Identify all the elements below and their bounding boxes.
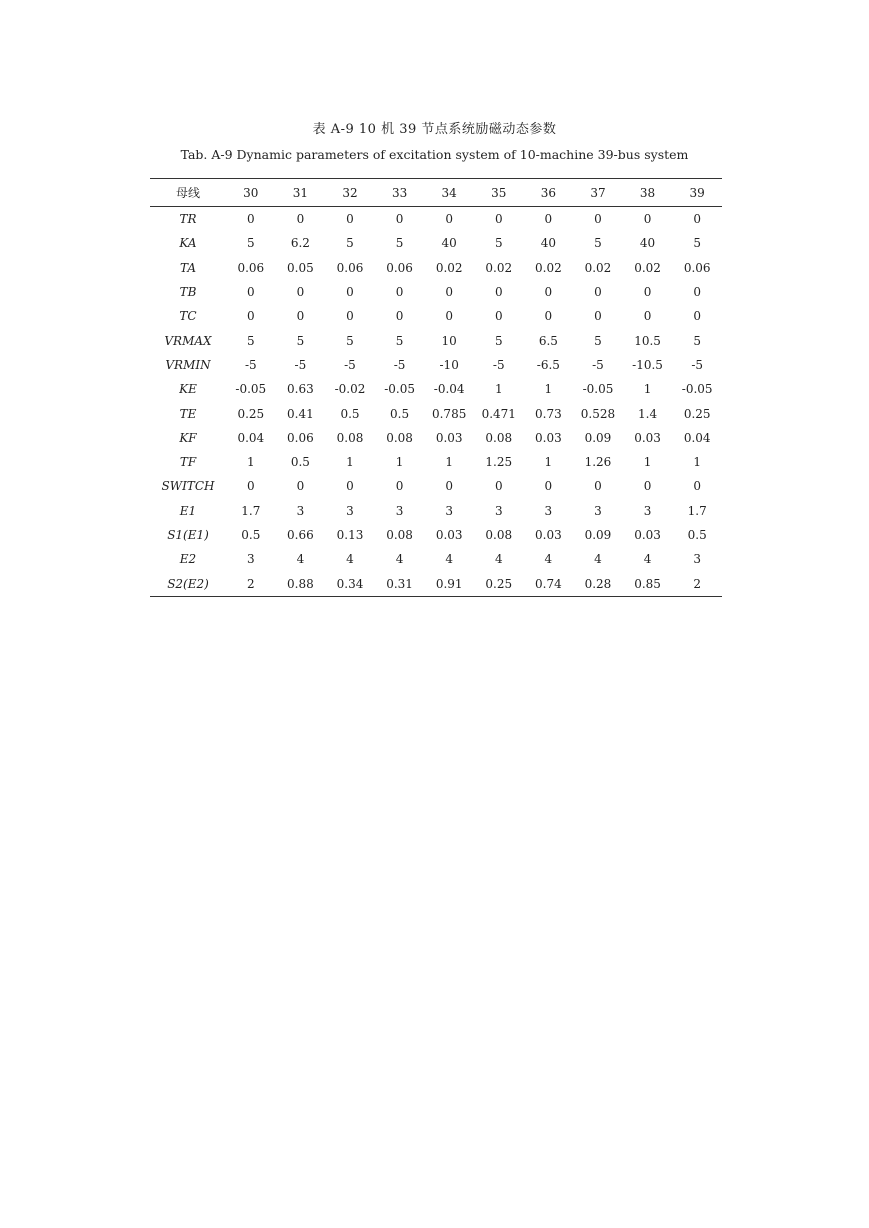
parameter-value: -10 [439, 357, 459, 372]
parameter-value: 5 [693, 236, 701, 251]
parameter-value: 0.09 [584, 430, 612, 445]
parameter-value: 4 [544, 552, 553, 567]
parameter-value: 5 [346, 333, 354, 348]
parameter-name: S2(E2) [167, 576, 209, 591]
parameter-value: 0 [296, 285, 305, 300]
parameter-value: -0.04 [433, 382, 465, 397]
parameter-value: 40 [540, 236, 556, 251]
parameter-value: 3 [445, 503, 453, 518]
parameter-name: SWITCH [161, 479, 215, 494]
parameter-name: S1(E1) [167, 528, 209, 542]
parameter-name: TB [179, 285, 197, 300]
parameter-value: 5 [296, 333, 305, 348]
parameter-value: 0 [246, 479, 255, 494]
parameter-name: TE [179, 406, 197, 421]
parameter-value: 0.06 [237, 260, 265, 275]
parameter-value: 2 [693, 576, 701, 591]
parameter-value: 0.03 [535, 528, 562, 542]
parameter-value: 1 [544, 382, 553, 397]
parameter-value: 0.02 [584, 260, 612, 275]
parameter-value: 0.88 [287, 576, 314, 591]
parameter-value: 0.31 [386, 576, 413, 591]
table-row [150, 304, 722, 328]
table-row [150, 280, 722, 304]
parameter-value: 0 [395, 309, 404, 324]
parameter-value: 3 [296, 503, 305, 518]
table-row [150, 231, 722, 255]
parameter-value: 0 [494, 212, 503, 227]
parameter-value: 5 [246, 236, 255, 251]
parameter-value: 0 [445, 479, 453, 494]
table-row [150, 426, 722, 450]
parameter-value: 5 [594, 333, 602, 348]
parameter-value: 0.08 [386, 430, 413, 445]
parameter-value: 0.25 [683, 406, 711, 421]
parameter-name: TF [179, 455, 197, 470]
header-bus-31: 31 [292, 185, 309, 200]
parameter-name: TA [179, 260, 196, 275]
parameter-value: -5 [294, 357, 307, 372]
parameter-value: 1.7 [687, 503, 707, 518]
table-row [150, 499, 722, 523]
parameter-value: 0.02 [485, 260, 513, 275]
parameter-value: 10 [441, 333, 457, 348]
parameter-value: 40 [639, 236, 656, 251]
parameter-value: 1 [494, 382, 503, 397]
table-row [150, 207, 722, 232]
parameter-value: 3 [246, 552, 255, 567]
parameter-value: 1 [346, 455, 354, 470]
parameter-value: 0 [544, 285, 553, 300]
parameter-value: 0.5 [687, 528, 707, 542]
parameter-value: 5 [494, 333, 503, 348]
parameter-value: 0.74 [535, 576, 562, 591]
header-bus-32: 32 [342, 185, 358, 200]
parameter-value: 0 [445, 309, 453, 324]
parameter-value: 0.528 [580, 406, 616, 421]
parameter-value: 0.5 [290, 455, 310, 470]
parameter-value: 0.05 [287, 260, 314, 275]
parameter-value: -5 [492, 357, 505, 372]
parameter-value: 0 [395, 479, 404, 494]
parameter-value: 5 [395, 333, 404, 348]
parameter-value: 0 [544, 479, 553, 494]
parameter-value: 0 [643, 285, 652, 300]
parameter-value: 1 [693, 455, 701, 470]
parameter-value: 0 [643, 479, 652, 494]
parameter-value: 0 [246, 309, 255, 324]
parameter-value: -5 [691, 357, 704, 372]
parameter-value: -0.05 [384, 382, 415, 397]
parameter-value: 0 [246, 212, 255, 227]
parameter-value: 5 [246, 333, 255, 348]
parameter-value: 0.03 [634, 430, 661, 445]
parameter-value: 2 [246, 576, 255, 591]
parameter-value: 5 [693, 333, 701, 348]
parameter-value: 0.85 [634, 576, 661, 591]
table-row [150, 523, 722, 547]
header-bus-34: 34 [441, 185, 457, 200]
table-caption-english: Tab. A-9 Dynamic parameters of excitation system of 10-machine 39-bus system [180, 147, 689, 162]
parameter-value: 0.06 [386, 260, 413, 275]
parameter-value: 0 [544, 212, 553, 227]
table-row [150, 377, 722, 401]
parameter-value: 0 [643, 309, 652, 324]
parameter-value: 3 [643, 503, 652, 518]
parameter-value: 0 [594, 212, 602, 227]
parameter-value: 0.34 [336, 576, 364, 591]
parameter-value: 0.471 [481, 406, 516, 421]
parameter-value: 0 [544, 309, 553, 324]
parameter-value: 4 [643, 552, 652, 567]
parameter-value: 0 [296, 479, 305, 494]
header-bus-39: 39 [689, 185, 705, 200]
parameter-value: 3 [395, 503, 404, 518]
parameter-value: 0 [445, 285, 453, 300]
parameter-value: 0 [494, 309, 503, 324]
parameter-value: 0.785 [431, 406, 467, 421]
header-bus-30: 30 [243, 185, 259, 200]
parameter-value: 4 [445, 552, 453, 567]
parameter-value: 0.73 [535, 406, 562, 421]
parameter-value: 3 [594, 503, 602, 518]
parameter-value: 4 [346, 552, 354, 567]
parameter-value: -5 [592, 357, 604, 372]
parameter-value: 0.91 [435, 576, 463, 591]
parameter-value: 1 [246, 455, 255, 470]
parameter-value: 0 [395, 212, 404, 227]
parameter-value: 0 [594, 309, 602, 324]
parameter-value: 0 [296, 212, 305, 227]
parameter-value: 0 [494, 479, 503, 494]
parameter-value: 1 [445, 455, 453, 470]
parameter-value: 0.66 [287, 528, 314, 542]
parameter-value: -5 [393, 357, 406, 372]
parameter-value: 0 [346, 285, 354, 300]
table-caption-chinese: 表 A-9 10 机 39 节点系统励磁动态参数 [312, 122, 557, 137]
parameter-name: KA [179, 236, 197, 251]
parameter-value: 0.08 [485, 528, 513, 542]
parameter-value: 0.5 [241, 528, 261, 542]
parameter-value: 0.03 [634, 528, 661, 542]
parameter-value: 1 [643, 382, 652, 397]
table-row [150, 474, 722, 498]
table-header-row [150, 179, 722, 207]
parameter-value: 6.2 [290, 236, 310, 251]
table-row [150, 401, 722, 425]
parameter-value: 0 [693, 479, 701, 494]
parameter-value: 0.25 [237, 406, 265, 421]
parameter-value: -0.05 [235, 382, 267, 397]
header-bus-38: 38 [639, 185, 656, 200]
parameter-value: 4 [395, 552, 404, 567]
parameter-value: 1.7 [241, 503, 261, 518]
header-bus-label: 母线 [175, 186, 200, 200]
table-row [150, 547, 722, 571]
parameter-value: 40 [441, 236, 457, 251]
header-bus-36: 36 [540, 185, 556, 200]
header-bus-33: 33 [391, 185, 408, 200]
parameter-value: 0 [296, 309, 305, 324]
parameter-value: -10.5 [632, 357, 663, 372]
parameter-value: 0 [693, 309, 701, 324]
parameter-value: -0.05 [681, 382, 713, 397]
parameter-name: KE [179, 382, 197, 397]
parameter-name: E2 [179, 552, 197, 567]
parameter-value: 0 [346, 309, 354, 324]
table-row [150, 450, 722, 474]
parameter-value: 0.08 [485, 430, 513, 445]
parameter-value: -5 [344, 357, 356, 372]
parameter-value: 1.4 [638, 406, 658, 421]
parameter-value: 3 [544, 503, 553, 518]
parameter-value: 1 [395, 455, 404, 470]
parameter-value: 5 [395, 236, 404, 251]
parameter-value: 0 [395, 285, 404, 300]
parameter-value: 0 [594, 285, 602, 300]
parameter-value: 0.03 [435, 430, 463, 445]
parameter-value: 0.5 [390, 406, 410, 421]
parameter-value: -0.02 [334, 382, 366, 397]
table-row [150, 256, 722, 280]
table-row [150, 328, 722, 352]
parameter-value: 5 [494, 236, 503, 251]
parameter-value: 1 [544, 455, 553, 470]
parameter-value: 0.04 [237, 430, 265, 445]
parameter-value: 0 [594, 479, 602, 494]
parameter-value: -0.05 [582, 382, 614, 397]
table-row [150, 571, 722, 596]
parameter-value: 4 [494, 552, 503, 567]
header-bus-37: 37 [590, 185, 606, 200]
parameter-name: VRMIN [165, 357, 211, 372]
parameter-value: 0.25 [485, 576, 513, 591]
excitation-parameters-table-container [150, 178, 722, 597]
parameter-name: VRMAX [164, 333, 212, 348]
parameter-value: 0 [346, 212, 354, 227]
parameter-value: 0 [246, 285, 255, 300]
parameter-value: 3 [346, 503, 354, 518]
parameter-value: 0.02 [435, 260, 463, 275]
excitation-parameters-table [150, 178, 722, 597]
parameter-value: 0 [445, 212, 453, 227]
parameter-value: 1.25 [485, 455, 513, 470]
parameter-value: 0.06 [336, 260, 364, 275]
parameter-value: 0.08 [336, 430, 364, 445]
parameter-value: 0.28 [584, 576, 612, 591]
parameter-value: 0.09 [584, 528, 612, 542]
parameter-value: 3 [693, 552, 701, 567]
parameter-value: 0.02 [634, 260, 661, 275]
parameter-value: 0.06 [287, 430, 314, 445]
table-row [150, 353, 722, 377]
parameter-value: 0.63 [287, 382, 314, 397]
parameter-value: 0 [643, 212, 652, 227]
parameter-value: 0.03 [435, 528, 463, 542]
parameter-value: 4 [296, 552, 305, 567]
parameter-value: 0.08 [386, 528, 413, 542]
parameter-value: 0.03 [535, 430, 562, 445]
parameter-value: 0.13 [336, 528, 364, 542]
parameter-value: 0.04 [683, 430, 711, 445]
parameter-value: 0.41 [287, 406, 314, 421]
parameter-value: 5 [594, 236, 602, 251]
parameter-value: 5 [346, 236, 354, 251]
parameter-value: 1.26 [584, 455, 612, 470]
parameter-value: -5 [244, 357, 257, 372]
parameter-value: 4 [594, 552, 602, 567]
parameter-value: 0.02 [535, 260, 562, 275]
parameter-value: 6.5 [538, 333, 558, 348]
parameter-value: -6.5 [536, 357, 560, 372]
parameter-value: 10.5 [634, 333, 661, 348]
header-bus-35: 35 [491, 185, 507, 200]
parameter-value: 1 [643, 455, 652, 470]
parameter-name: KF [179, 430, 197, 445]
parameter-value: 0.06 [683, 260, 711, 275]
parameter-name: TR [179, 212, 197, 227]
parameter-value: 0 [494, 285, 503, 300]
parameter-value: 3 [494, 503, 503, 518]
parameter-value: 0 [693, 212, 701, 227]
parameter-value: 0.5 [340, 406, 360, 421]
parameter-name: E1 [179, 503, 197, 518]
parameter-name: TC [179, 309, 197, 324]
table-body [150, 207, 722, 597]
parameter-value: 0 [346, 479, 354, 494]
parameter-value: 0 [693, 285, 701, 300]
